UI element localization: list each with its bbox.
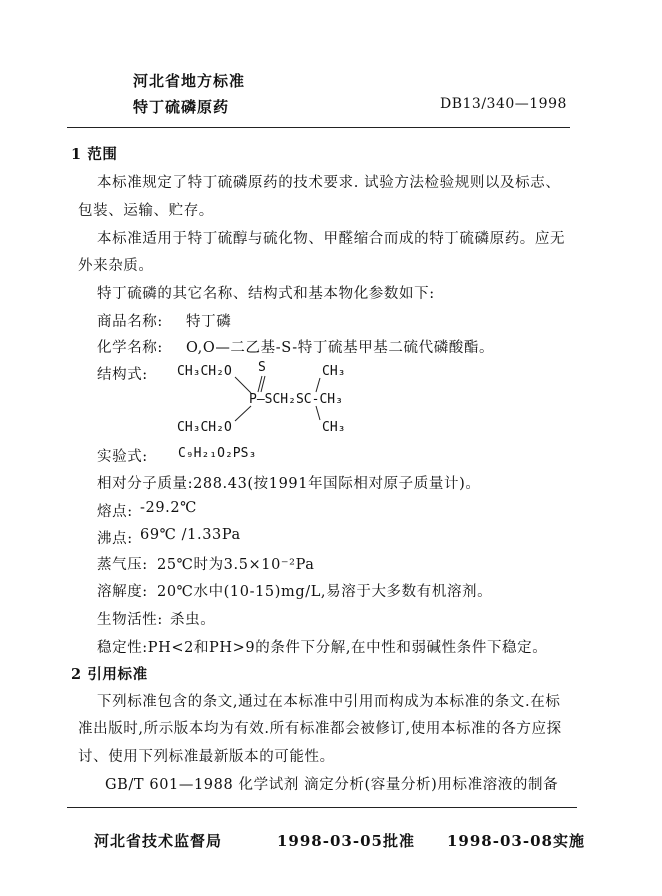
issuing-authority: 河北省地方标准 [133,72,246,90]
section-1-para-2-line-2: 外来杂质。 [78,258,154,274]
bioactivity-value: 杀虫。 [170,612,216,628]
stability: 稳定性:PH<2和PH>9的条件下分解,在中性和弱碱性条件下稳定。 [97,640,548,656]
section-1-para-2-line-1: 本标准适用于特丁硫醇与硫化物、甲醛缩合而成的特丁硫磷原药。应无 [97,231,566,247]
methyl-top: CH₃ [322,364,346,379]
bureau: 河北省技术监督局 [94,832,223,850]
bond-c-ch3-top [316,378,320,392]
document-title: 特丁硫磷原药 [133,98,230,116]
phosphorus-chain: P—SCH₂SC-CH₃ [249,392,343,407]
chemical-name-value: O,O—二乙基-S-特丁硫基甲基二硫代磷酸酯。 [186,340,495,356]
section-2-heading: 2 引用标准 [71,666,148,683]
chemical-name-label: 化学名称: [97,340,163,356]
bond-o-p-top [235,377,251,393]
section-2-para-line-2: 准出版时,所示版本均为有效.所有标准都会被修订,使用本标准的各方应探 [78,721,562,737]
ethoxy-group-bottom: CH₃CH₂O [177,420,232,435]
trade-name-value: 特丁磷 [186,314,232,330]
section-1-para-3: 特丁硫磷的其它名称、结构式和基本物化参数如下: [97,286,435,302]
boiling-point-label: 沸点: [97,531,133,547]
boiling-point-value: 69℃ /1.33Pa [140,527,241,543]
solubility-label: 溶解度: [97,584,148,600]
footer-rule [67,807,577,808]
referenced-standard: GB/T 601—1988 化学试剂 滴定分析(容量分析)用标准溶液的制备 [105,777,559,793]
vapor-pressure-label: 蒸气压: [97,557,148,573]
bond-c-ch3-bottom [316,406,320,420]
molecular-weight: 相对分子质量:288.43(按1991年国际相对原子质量计)。 [97,476,481,492]
bond-o-p-bottom [235,406,251,421]
section-2-para-line-3: 讨、使用下列标准最新版本的可能性。 [78,749,335,765]
vapor-pressure-value: 25℃时为3.5×10⁻²Pa [157,557,315,573]
formula-value: C₉H₂₁O₂PS₃ [178,446,257,461]
melting-point-label: 熔点: [97,504,133,520]
formula-label: 实验式: [97,449,148,465]
melting-point-value: -29.2℃ [140,500,198,516]
ethoxy-group-top: CH₃CH₂O [177,364,232,379]
standard-code: DB13/340—1998 [440,96,567,112]
approval-date: 1998-03-05批准 [277,832,415,850]
section-1-para-1-line-1: 本标准规定了特丁硫磷原药的技术要求. 试验方法检验规则以及标志、 [97,175,561,191]
implementation-date: 1998-03-08实施 [447,832,585,850]
bioactivity-label: 生物活性: [97,612,163,628]
sulfur-atom: S [258,360,266,375]
section-1-heading: 1 范围 [71,146,118,163]
structure-label: 结构式: [97,367,148,383]
methyl-bottom: CH₃ [322,420,346,435]
trade-name-label: 商品名称: [97,314,163,330]
section-1-para-1-line-2: 包装、运输、贮存。 [78,203,214,219]
section-2-para-line-1: 下列标准包含的条文,通过在本标准中引用而构成为本标准的条文.在标 [97,694,561,710]
solubility-value: 20℃水中(10-15)mg/L,易溶于大多数有机溶剂。 [157,584,493,600]
